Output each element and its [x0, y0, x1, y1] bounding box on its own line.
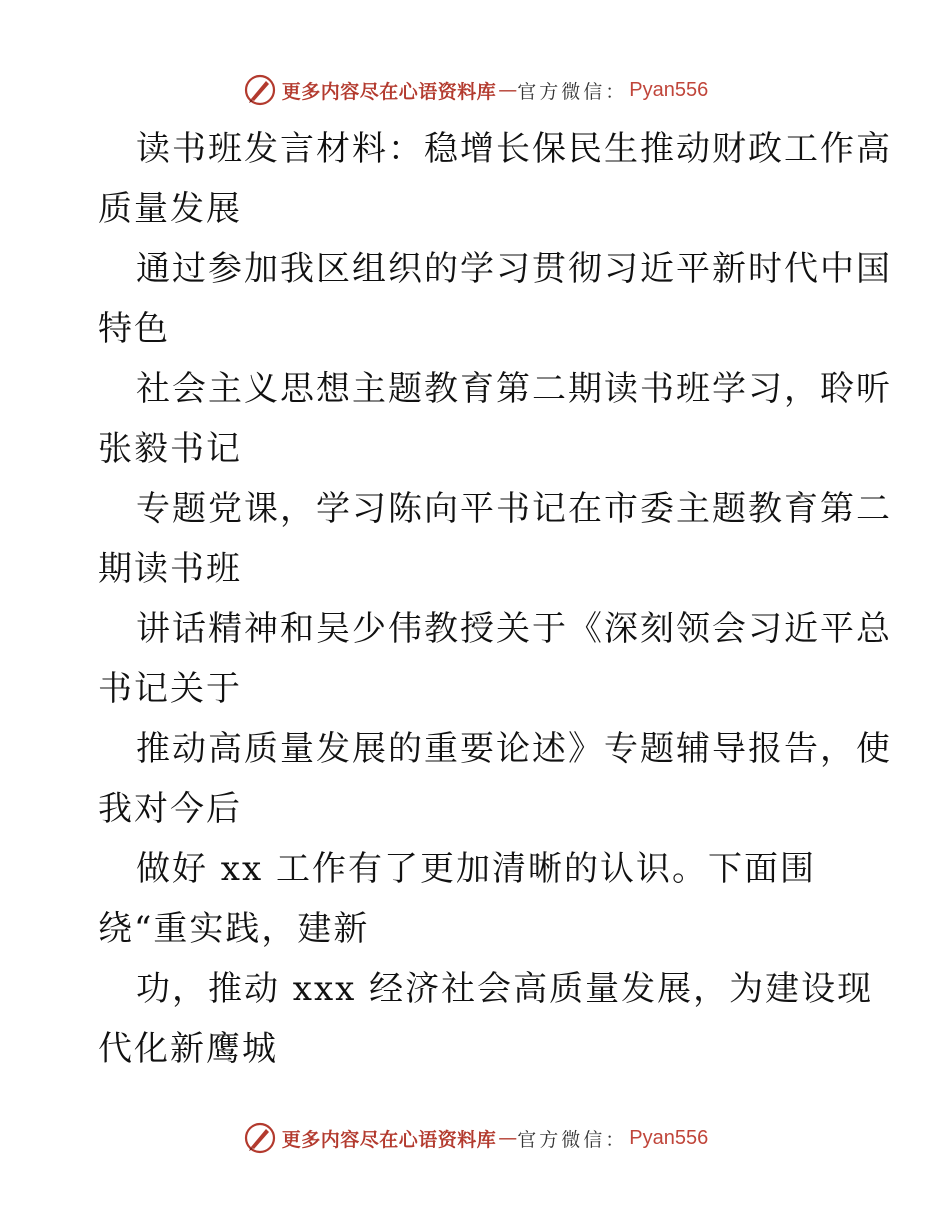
footer-banner [0, 1118, 950, 1158]
header-wechat-label: 官方微信： [517, 80, 628, 103]
header-dash: — [498, 79, 516, 101]
document-line: 做好 xx 工作有了更加清晰的认识。下面围 [136, 849, 816, 889]
header-site-text: 更多内容尽在心语资料库 [281, 80, 497, 103]
document-line: 代化新鹰城 [98, 1029, 278, 1069]
document-line: 特色 [98, 309, 170, 349]
header-wechat-id: Pyan556 [629, 78, 709, 101]
header-banner [0, 70, 950, 110]
footer-dash: — [498, 1127, 516, 1149]
document-line: 质量发展 [98, 189, 242, 229]
document-line: 推动高质量发展的重要论述》专题辅导报告，使 [136, 729, 892, 769]
document-line: 我对今后 [98, 789, 242, 829]
document-line: 专题党课，学习陈向平书记在市委主题教育第二 [136, 489, 892, 529]
document-line: 通过参加我区组织的学习贯彻习近平新时代中国 [136, 249, 892, 289]
document-line: 读书班发言材料：稳增长保民生推动财政工作高 [136, 129, 892, 169]
document-line: 讲话精神和吴少伟教授关于《深刻领会习近平总 [136, 609, 892, 649]
document-line: 社会主义思想主题教育第二期读书班学习，聆听 [136, 369, 892, 409]
footer-wechat-id: Pyan556 [629, 1126, 709, 1149]
document-line: 期读书班 [98, 549, 242, 589]
document-line: 书记关于 [98, 669, 242, 709]
document-body [0, 119, 950, 1079]
document-line: 绕“重实践，建新 [98, 909, 370, 949]
footer-wechat-label: 官方微信： [517, 1128, 628, 1151]
document-line: 功，推动 xxx 经济社会高质量发展，为建设现 [136, 969, 874, 1009]
quill-logo-icon [242, 72, 278, 108]
footer-site-text: 更多内容尽在心语资料库 [281, 1128, 497, 1151]
quill-logo-icon [242, 1120, 278, 1156]
document-line: 张毅书记 [98, 429, 242, 469]
